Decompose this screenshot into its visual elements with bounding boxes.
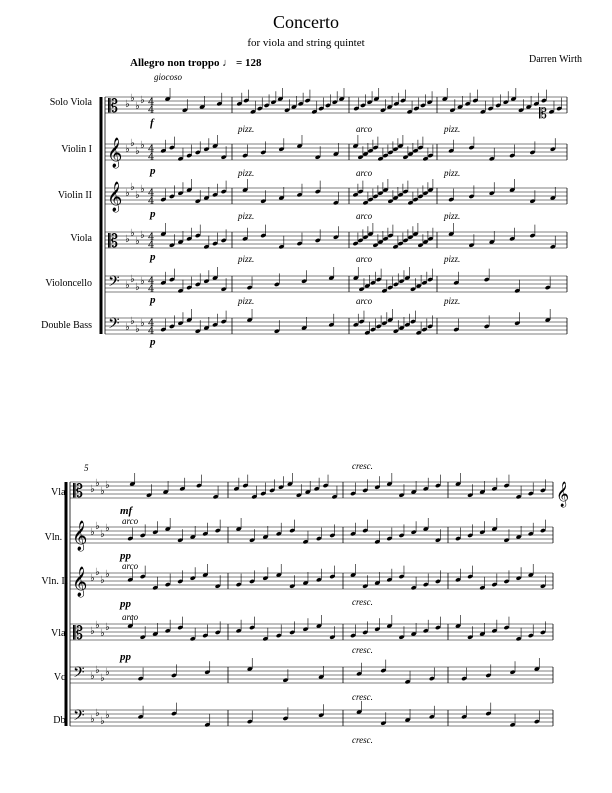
tempo-value: = 128 (235, 57, 262, 69)
flat-icon: ♭ (105, 523, 110, 534)
time-signature: 4 (148, 276, 155, 287)
flat-icon: ♭ (105, 667, 110, 678)
arco-label: arco (356, 168, 373, 178)
dynamic-bass: p (150, 336, 156, 348)
arco-label: arco (122, 516, 139, 526)
instrument-label-violoncello: Violoncello (45, 278, 92, 289)
flat-icon: ♭ (135, 236, 140, 247)
dynamic-solo-mf: mf (120, 505, 133, 517)
time-signature: 4 (148, 97, 155, 108)
flat-icon: ♭ (135, 146, 140, 157)
dynamic-viola-pp: pp (120, 651, 131, 663)
dynamic-vln2-pp: pp (120, 598, 131, 610)
cresc-label: cresc. (352, 597, 373, 607)
tempo-text: Allegro non troppo (130, 57, 220, 69)
flat-icon: ♭ (135, 190, 140, 201)
flat-icon: ♭ (90, 671, 95, 682)
flat-icon: ♭ (95, 665, 100, 676)
flat-icon: ♭ (140, 95, 145, 106)
dynamic-cello: p (150, 294, 156, 306)
pizz-label: pizz. (444, 254, 461, 264)
flat-icon: ♭ (135, 101, 140, 112)
flat-icon: ♭ (130, 182, 135, 193)
flat-icon: ♭ (105, 569, 110, 580)
instrument-label-violin-2: Violin II (57, 190, 92, 201)
instrument-label-bass-short: Db. (53, 715, 68, 726)
flat-icon: ♭ (100, 486, 105, 497)
cresc-label: cresc. (352, 461, 373, 471)
flat-icon: ♭ (100, 716, 105, 727)
expression-giocoso: giocoso (154, 72, 182, 82)
flat-icon: ♭ (125, 322, 130, 333)
flat-icon: ♭ (100, 529, 105, 540)
flat-icon: ♭ (130, 316, 135, 327)
flat-icon: ♭ (125, 99, 130, 110)
instrument-label-viola-short: Vla. (51, 628, 68, 639)
instrument-label-cello-short: Vc. (53, 672, 68, 683)
time-signature: 4 (148, 152, 155, 163)
flat-icon: ♭ (95, 708, 100, 719)
flat-icon: ♭ (95, 521, 100, 532)
pizz-label: pizz. (444, 211, 461, 221)
flat-icon: ♭ (90, 714, 95, 725)
instrument-label-violin-1: Violin I (61, 144, 92, 155)
bass-clef-icon: 𝄢 (73, 707, 85, 728)
dynamic-solo: f (150, 117, 154, 129)
instrument-label-violin-2-short: Vln. II (41, 576, 68, 587)
flat-icon: ♭ (100, 628, 105, 639)
score-title: Concerto (273, 12, 339, 32)
instrument-label-solo-viola: Solo Viola (49, 97, 92, 108)
bass-clef-icon: 𝄢 (108, 273, 120, 294)
arco-label: arco (356, 254, 373, 264)
dynamic-vln2: p (150, 208, 156, 220)
time-signature: 4 (148, 240, 155, 251)
instrument-label-solo-viola-short: Vla. (51, 487, 68, 498)
flat-icon: ♭ (140, 184, 145, 195)
pizz-label: pizz. (238, 296, 255, 306)
flat-icon: ♭ (100, 575, 105, 586)
treble-clef-icon: 𝄞 (107, 182, 123, 212)
alto-clef-icon: 𝄡 (539, 106, 547, 122)
alto-clef-icon: 𝄡 (73, 623, 84, 644)
instrument-label-viola: Viola (70, 233, 92, 244)
bass-clef-icon: 𝄢 (108, 315, 120, 336)
flat-icon: ♭ (125, 188, 130, 199)
cresc-label: cresc. (352, 692, 373, 702)
flat-icon: ♭ (140, 318, 145, 329)
treble-clef-icon: 𝄞 (556, 482, 570, 507)
flat-icon: ♭ (125, 280, 130, 291)
flat-icon: ♭ (90, 573, 95, 584)
arco-label: arco (122, 612, 139, 622)
composer-name: Darren Wirth (528, 54, 582, 65)
arco-label: arco (356, 296, 373, 306)
pizz-label: pizz. (444, 124, 461, 134)
treble-clef-icon: 𝄞 (107, 138, 123, 168)
arco-label: arco (356, 124, 373, 134)
flat-icon: ♭ (95, 620, 100, 631)
flat-icon: ♭ (140, 276, 145, 287)
time-signature: 4 (148, 105, 155, 116)
flat-icon: ♭ (140, 230, 145, 241)
measure-number: 5 (84, 463, 89, 473)
flat-icon: ♭ (125, 234, 130, 245)
time-signature: 4 (148, 318, 155, 329)
flat-icon: ♭ (130, 93, 135, 104)
alto-clef-icon: 𝄡 (73, 481, 84, 502)
flat-icon: ♭ (140, 140, 145, 151)
pizz-label: pizz. (444, 296, 461, 306)
quarter-note-icon: ♩ (222, 57, 234, 69)
cresc-label: cresc. (352, 735, 373, 745)
flat-icon: ♭ (90, 626, 95, 637)
flat-icon: ♭ (90, 484, 95, 495)
bass-clef-icon: 𝄢 (73, 664, 85, 685)
arco-label: arco (356, 211, 373, 221)
flat-icon: ♭ (135, 282, 140, 293)
time-signature: 4 (148, 196, 155, 207)
flat-icon: ♭ (95, 567, 100, 578)
treble-clef-icon: 𝄞 (72, 521, 88, 551)
time-signature: 4 (148, 284, 155, 295)
flat-icon: ♭ (125, 144, 130, 155)
treble-clef-icon: 𝄞 (72, 567, 88, 597)
dynamic-viola: p (150, 251, 156, 263)
alto-clef-icon: 𝄡 (108, 96, 119, 117)
score-subtitle: for viola and string quintet (247, 37, 365, 49)
flat-icon: ♭ (135, 324, 140, 335)
alto-clef-icon: 𝄡 (108, 231, 119, 252)
flat-icon: ♭ (100, 673, 105, 684)
time-signature: 4 (148, 232, 155, 243)
cresc-label: cresc. (352, 645, 373, 655)
time-signature: 4 (148, 188, 155, 199)
flat-icon: ♭ (95, 478, 100, 489)
flat-icon: ♭ (105, 480, 110, 491)
dynamic-vln1-pp: pp (120, 550, 131, 562)
instrument-label-violin-1-short: Vln. I (44, 532, 68, 543)
instrument-label-double-bass: Double Bass (41, 320, 92, 331)
flat-icon: ♭ (105, 622, 110, 633)
time-signature: 4 (148, 326, 155, 337)
dynamic-vln1: p (150, 165, 156, 177)
flat-icon: ♭ (130, 274, 135, 285)
pizz-label: pizz. (238, 254, 255, 264)
flat-icon: ♭ (105, 710, 110, 721)
pizz-label: pizz. (444, 168, 461, 178)
time-signature: 4 (148, 144, 155, 155)
pizz-label: pizz. (238, 211, 255, 221)
arco-label: arco (122, 561, 139, 571)
flat-icon: ♭ (130, 228, 135, 239)
flat-icon: ♭ (90, 527, 95, 538)
pizz-label: pizz. (238, 168, 255, 178)
flat-icon: ♭ (130, 138, 135, 149)
pizz-label: pizz. (238, 124, 255, 134)
